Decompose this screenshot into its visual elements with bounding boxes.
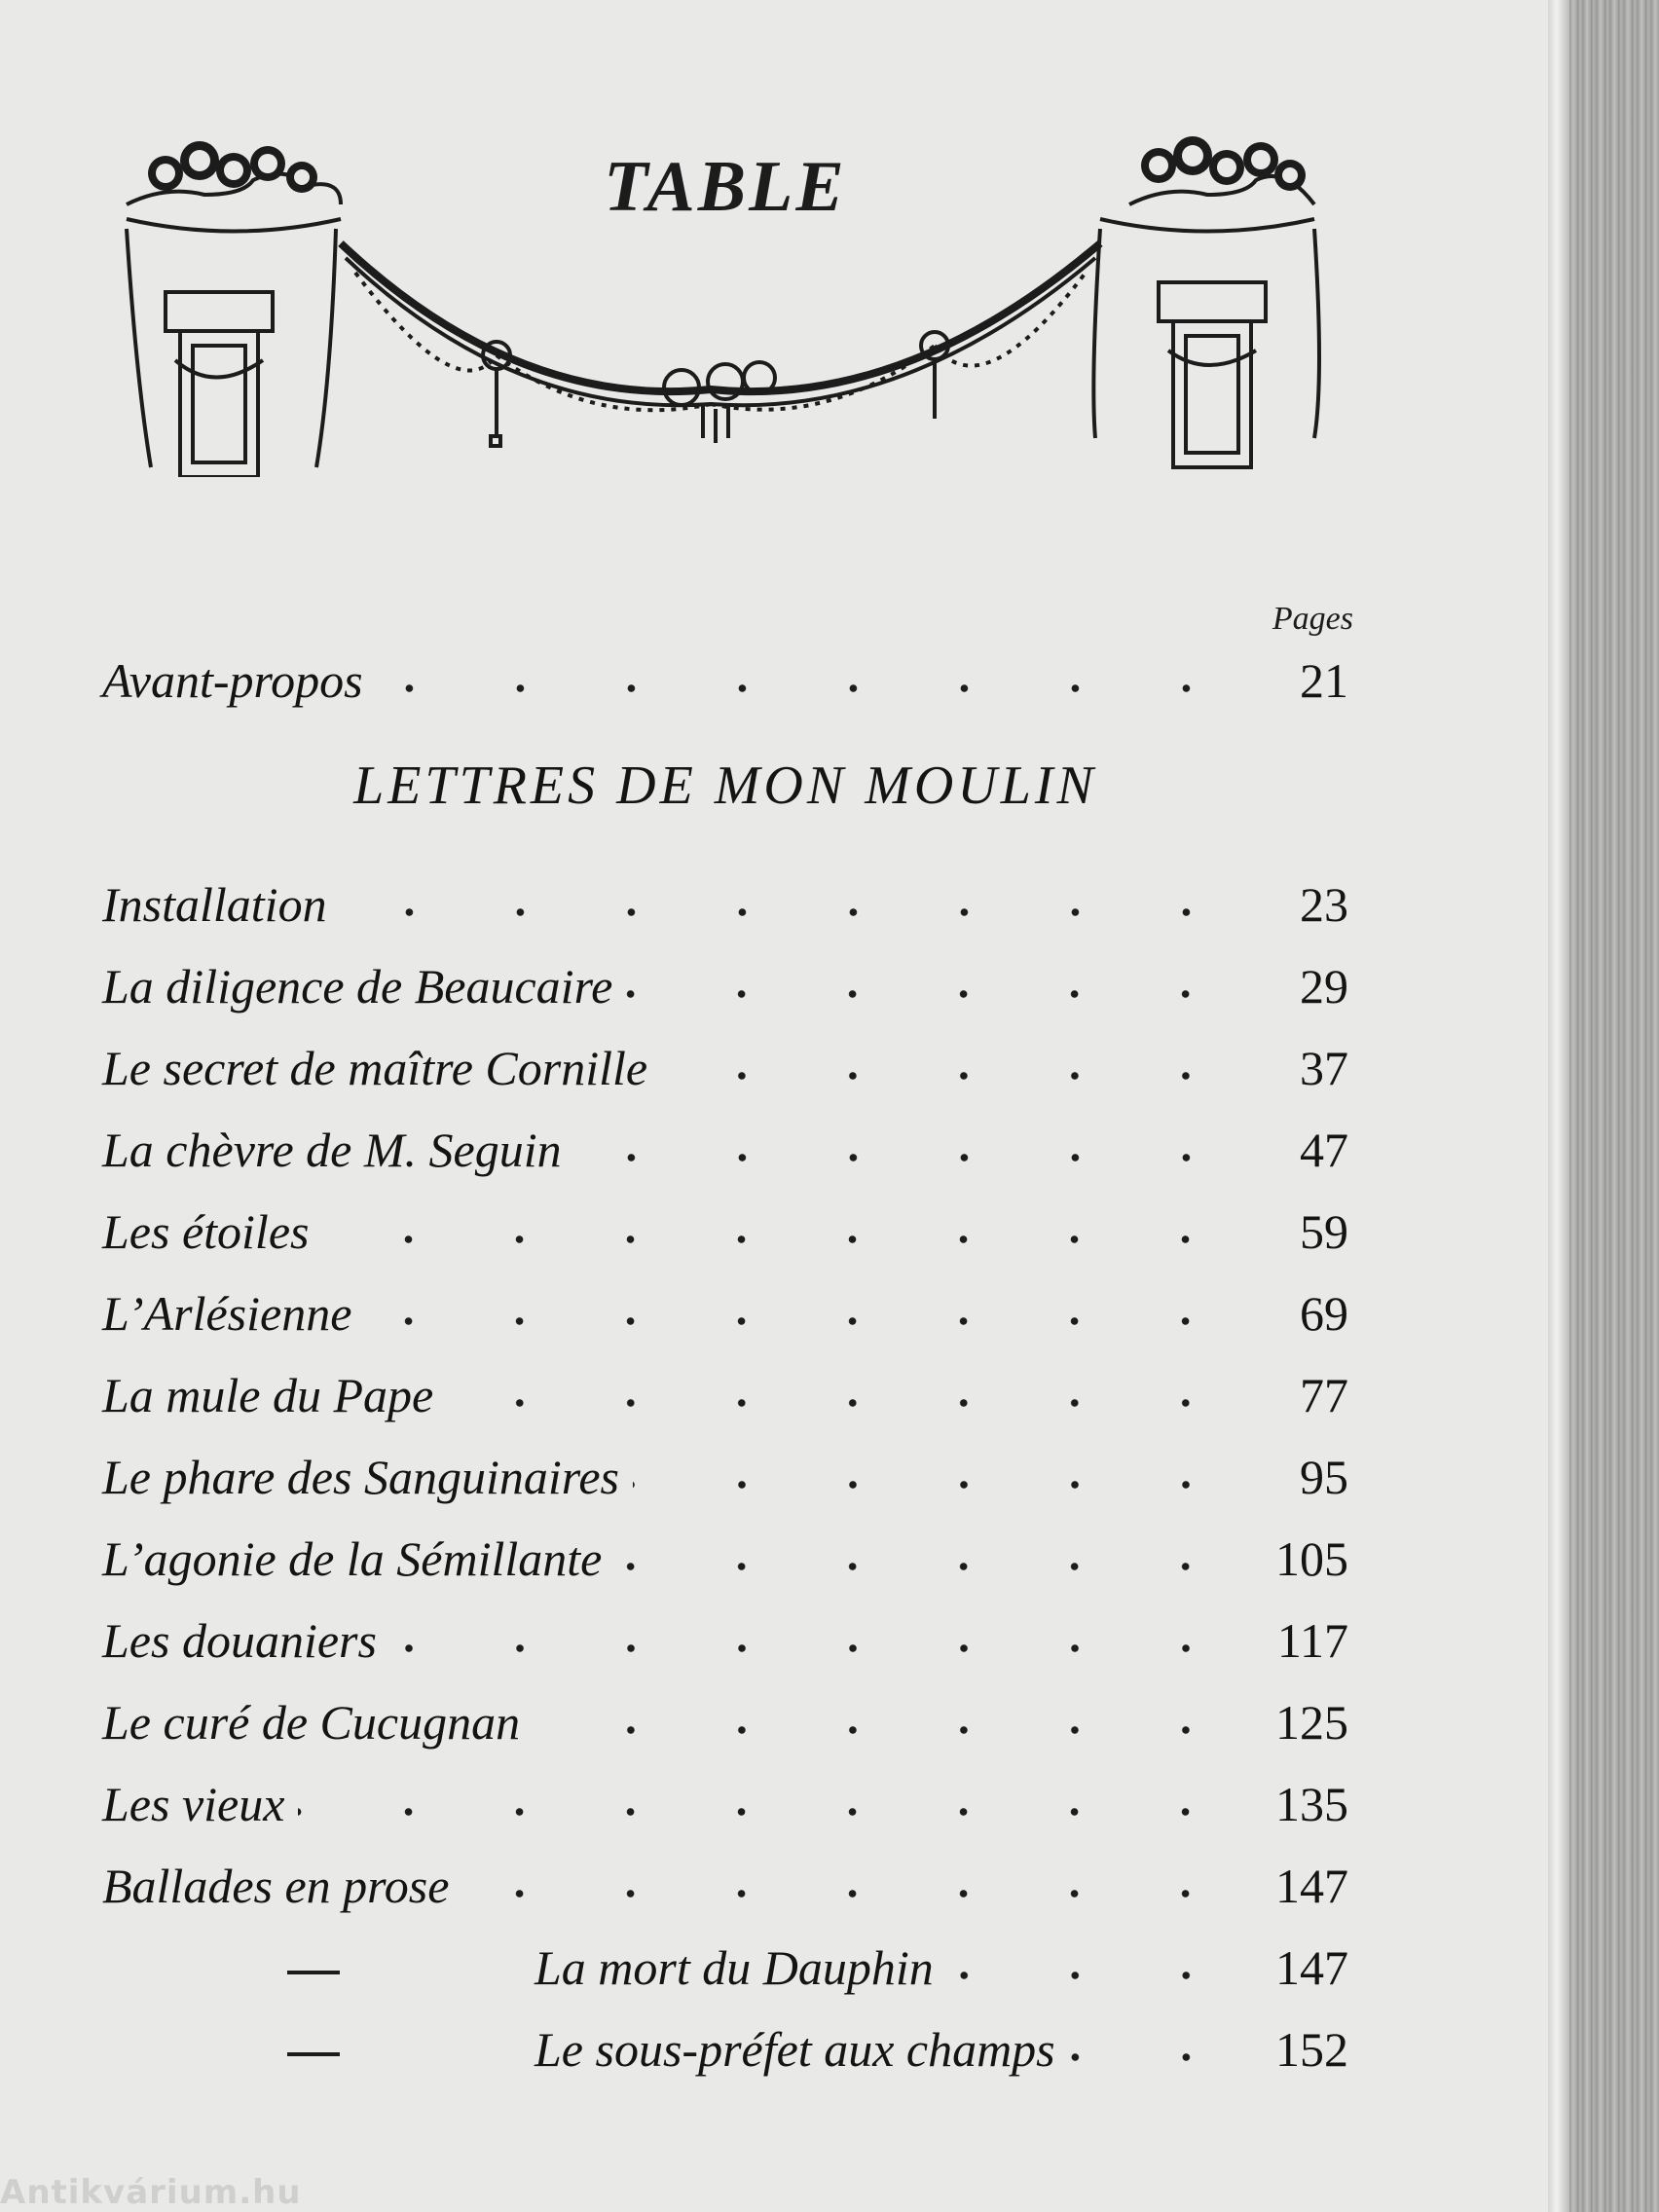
toc-entry-page: 147	[1275, 1940, 1348, 1995]
dot-leader	[575, 1153, 1241, 1162]
toc-entry-page: 23	[1300, 877, 1348, 932]
toc-entry-page: 135	[1275, 1777, 1348, 1831]
toc-entry-label: Le sous-préfet aux champs	[535, 2022, 1055, 2077]
dash-mark	[287, 1971, 340, 1974]
dot-leader	[322, 1235, 1241, 1244]
page-title: TABLE	[604, 147, 847, 227]
toc-entry-label: La mort du Dauphin	[535, 1940, 934, 1995]
toc-entry-label: L’Arlésienne	[102, 1286, 352, 1341]
toc-entry-page: 29	[1300, 959, 1348, 1014]
dot-leader	[615, 1562, 1241, 1571]
dot-leader	[633, 1480, 1241, 1490]
toc-sub-entry[interactable]	[102, 1927, 1348, 2009]
toc-entry[interactable]	[102, 945, 1348, 1027]
toc-entry[interactable]	[102, 1272, 1348, 1354]
toc-entry-label: Installation	[102, 877, 327, 932]
toc-entry-page: 117	[1276, 1613, 1348, 1668]
dot-leader	[661, 1071, 1241, 1081]
toc-entry-page: 59	[1300, 1204, 1348, 1259]
toc-entry[interactable]	[102, 1191, 1348, 1272]
toc-entry[interactable]	[102, 864, 1348, 945]
toc-entry-label: La chèvre de M. Seguin	[102, 1123, 562, 1177]
dot-leader	[377, 683, 1241, 693]
dash-mark	[287, 2052, 340, 2056]
dot-leader	[298, 1807, 1241, 1817]
toc-sub-entry[interactable]	[102, 2009, 1348, 2090]
toc-entry-label: Le curé de Cucugnan	[102, 1695, 521, 1750]
toc-entry[interactable]	[102, 1763, 1348, 1845]
toc-entry-label: Ballades en prose	[102, 1859, 450, 1913]
dot-leader	[390, 1643, 1241, 1653]
toc-entry-label: L’agonie de la Sémillante	[102, 1531, 603, 1586]
toc-entry-label: Le secret de maître Cornille	[102, 1041, 648, 1095]
toc-entry-page: 47	[1300, 1123, 1348, 1177]
watermark: Antikvárium.hu	[0, 2173, 302, 2212]
toc-entry-label: La mule du Pape	[102, 1368, 434, 1422]
toc-entry[interactable]	[102, 1600, 1348, 1681]
dot-leader	[462, 1889, 1241, 1899]
toc-entry-page: 147	[1275, 1859, 1348, 1913]
toc-entry-label: Les étoiles	[102, 1204, 310, 1259]
dot-leader	[534, 1725, 1241, 1735]
toc-entry[interactable]	[102, 1681, 1348, 1763]
toc-entry-label: Avant-propos	[102, 653, 363, 708]
toc-entry[interactable]	[102, 1518, 1348, 1600]
toc-entry[interactable]	[102, 1109, 1348, 1191]
toc-entry-page: 21	[1300, 653, 1348, 708]
toc-entry-page: 69	[1300, 1286, 1348, 1341]
dot-leader	[447, 1398, 1241, 1408]
toc-entry-page: 105	[1275, 1531, 1348, 1586]
dot-leader	[947, 1971, 1241, 1980]
toc-entry[interactable]	[102, 1845, 1348, 1927]
toc-entry-page: 152	[1275, 2022, 1348, 2077]
page-edge	[1548, 0, 1569, 2212]
dot-leader	[1069, 2052, 1241, 2062]
toc-entry-front[interactable]	[102, 640, 1348, 721]
pages-column-label: Pages	[1272, 601, 1353, 637]
toc-entry[interactable]	[102, 1354, 1348, 1436]
toc-entry[interactable]	[102, 1027, 1348, 1109]
dot-leader	[626, 989, 1241, 999]
toc-entry-page: 125	[1275, 1695, 1348, 1750]
section-title: LETTRES DE MON MOULIN	[353, 756, 1097, 816]
toc-entry-label: Les vieux	[102, 1777, 285, 1831]
toc-entry-page: 95	[1300, 1450, 1348, 1504]
dot-leader	[365, 1316, 1241, 1326]
toc-entry-page: 37	[1300, 1041, 1348, 1095]
toc-entry[interactable]	[102, 1436, 1348, 1518]
dot-leader	[341, 907, 1241, 917]
toc-entry-label: Le phare des Sanguinaires	[102, 1450, 619, 1504]
toc-entry-label: Les douaniers	[102, 1613, 377, 1668]
toc-entry-page: 77	[1300, 1368, 1348, 1422]
toc-entry-label: La diligence de Beaucaire	[102, 959, 613, 1014]
